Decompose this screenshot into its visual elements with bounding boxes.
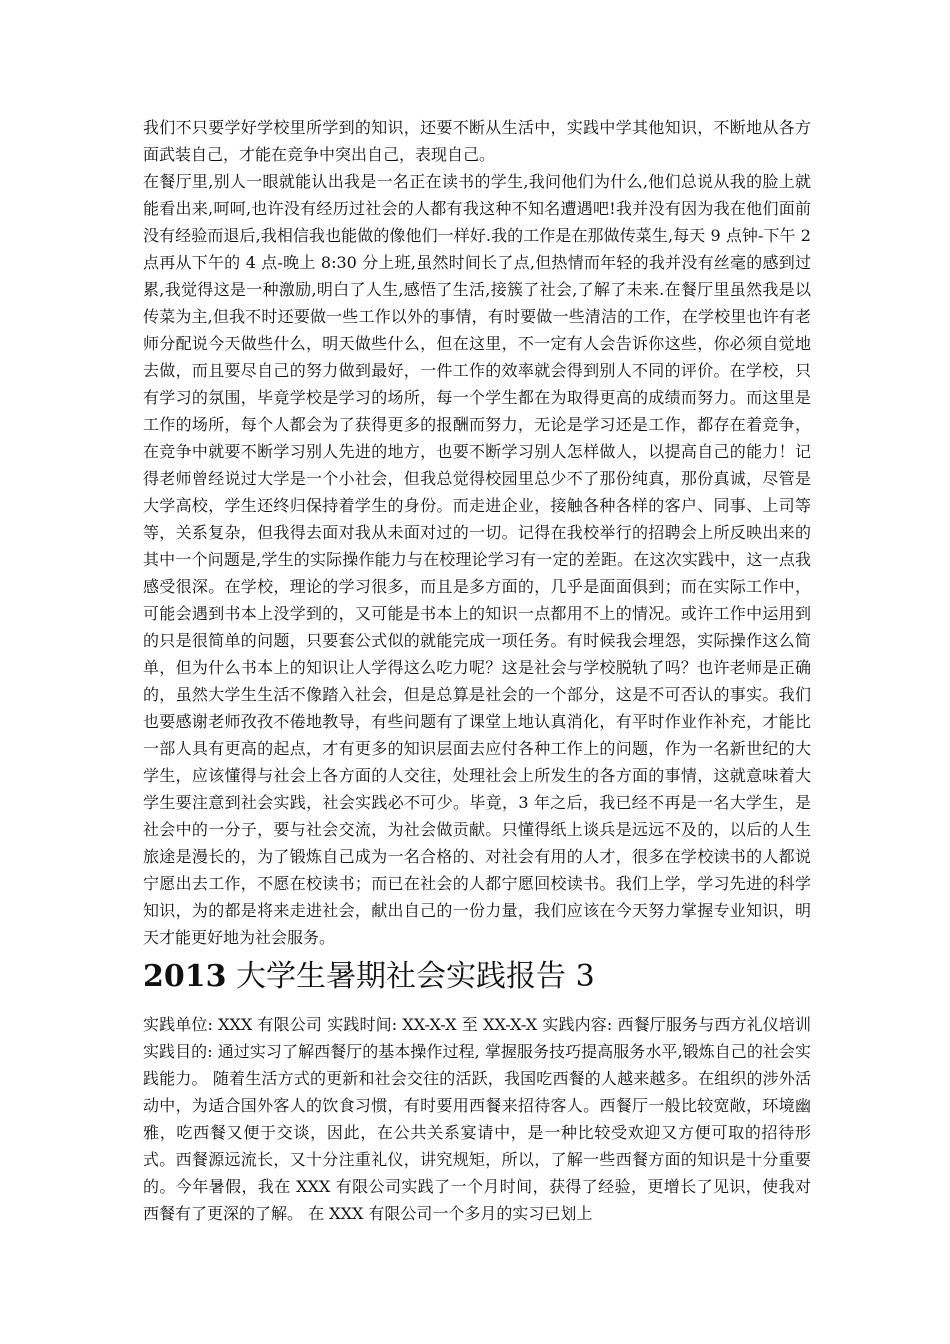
heading-year: 2013 — [143, 959, 227, 994]
heading-title: 大学生暑期社会实践报告 3 — [226, 959, 595, 994]
section-heading — [143, 957, 595, 997]
document-page — [143, 114, 811, 1223]
paragraph-intro: 我们不只要学好学校里所学到的知识，还要不断从生活中，实践中学其他知识，不断地从各方面武装自己，才能在竞争中突出自己，表现自己。 — [143, 118, 811, 164]
paragraph-report-details: 实践单位: XXX 有限公司 实践时间: XX-X-X 至 XX-X-X 实践内容: 西餐厅服务与西方礼仪培训 实践目的: 通过实习了解西餐厅的基本操作过程, 掌握服务技巧提高服务水平,锻炼自己的社会实践能力。 随着生活方式的更新和社会交往的活跃，我国吃西餐的人越来越多。在组织的涉外活动中，为适合国外客人的饮食习惯，有时要用西餐来招待客人。西餐厅一般比较宽敞，环境幽雅，吃西餐又便于交谈，因此，在公共关系宴请中，是一种比较受欢迎又方便可取的招待形式。西餐源远流长，又十分注重礼仪，讲究规矩，所以，了解一些西餐方面的知识是十分重要的。今年暑假，我在 XXX 有限公司实践了一个月时间，获得了经验，更增长了见识，使我对西餐有了更深的了解。 在 XXX 有限公司一个多月的实习已划上 — [143, 1015, 811, 1223]
paragraph-restaurant-experience: 在餐厅里,别人一眼就能认出我是一名正在读书的学生,我问他们为什么,他们总说从我的脸上就能看出来,呵呵,也许没有经历过社会的人都有我这种不知名遭遇吧!我并没有因为我在他们面前没有经验而退后,我相信我也能做的像他们一样好.我的工作是在那做传菜生,每天 9 点钟-下午 2 点再从下午的 4 点-晚上 8:30 分上班,虽然时间长了点,但热情而年轻的我并没有丝毫的感到过累,我觉得这是一种激励,明白了人生,感悟了生活,接簇了社会,了解了未来.在餐厅里虽然我是以传菜为主,但我不时还要做一些工作以外的事情，有时要做一些清洁的工作，在学校里也许有老师分配说今天做些什么，明天做些什么，但在这里，不一定有人会告诉你这些，你必须自觉地去做，而且要尽自己的努力做到最好，一件工作的效率就会得到别人不同的评价。在学校，只有学习的氛围，毕竟学校是学习的场所，每一个学生都在为取得更高的成绩而努力。而这里是工作的场所，每个人都会为了获得更多的报酬而努力，无论是学习还是工作，都存在着竞争，在竞争中就要不断学习别人先进的地方，也要不断学习别人怎样做人，以提高自己的能力！记得老师曾经说过大学是一个小社会，但我总觉得校园里总少不了那份纯真，那份真诚，尽管是大学高校，学生还终归保持着学生的身份。而走进企业，接触各种各样的客户、同事、上司等等，关系复杂，但我得去面对我从未面对过的一切。记得在我校举行的招聘会上所反映出来的其中一个问题是,学生的实际操作能力与在校理论学习有一定的差距。在这次实践中，这一点我感受很深。在学校，理论的学习很多，而且是多方面的，几乎是面面俱到；而在实际工作中，可能会遇到书本上没学到的，又可能是书本上的知识一点都用不上的情况。或许工作中运用到的只是很简单的问题，只要套公式似的就能完成一项任务。有时候我会埋怨，实际操作这么简单，但为什么书本上的知识让人学得这么吃力呢？这是社会与学校脱轨了吗？也许老师是正确的，虽然大学生生活不像踏入社会，但是总算是社会的一个部分，这是不可否认的事实。我们也要感谢老师孜孜不倦地教导，有些问题有了课堂上地认真消化，有平时作业作补充，才能比一部人具有更高的起点，才有更多的知识层面去应付各种工作上的问题，作为一名新世纪的大学生，应该懂得与社会上各方面的人交往，处理社会上所发生的各方面的事情，这就意味着大学生要注意到社会实践，社会实践必不可少。毕竟，3 年之后，我已经不再是一名大学生，是社会中的一分子，要与社会交流，为社会做贡献。只懂得纸上谈兵是远远不及的，以后的人生旅途是漫长的，为了锻炼自己成为一名合格的、对社会有用的人才，很多在学校读书的人都说宁愿出去工作，不愿在校读书；而已在社会的人都宁愿回校读书。我们上学，学习先进的科学知识，为的都是将来走进社会，献出自己的一份力量，我们应该在今天努力掌握专业知识，明天才能更好地为社会服务。 — [143, 172, 811, 947]
report-section — [143, 1011, 811, 1227]
